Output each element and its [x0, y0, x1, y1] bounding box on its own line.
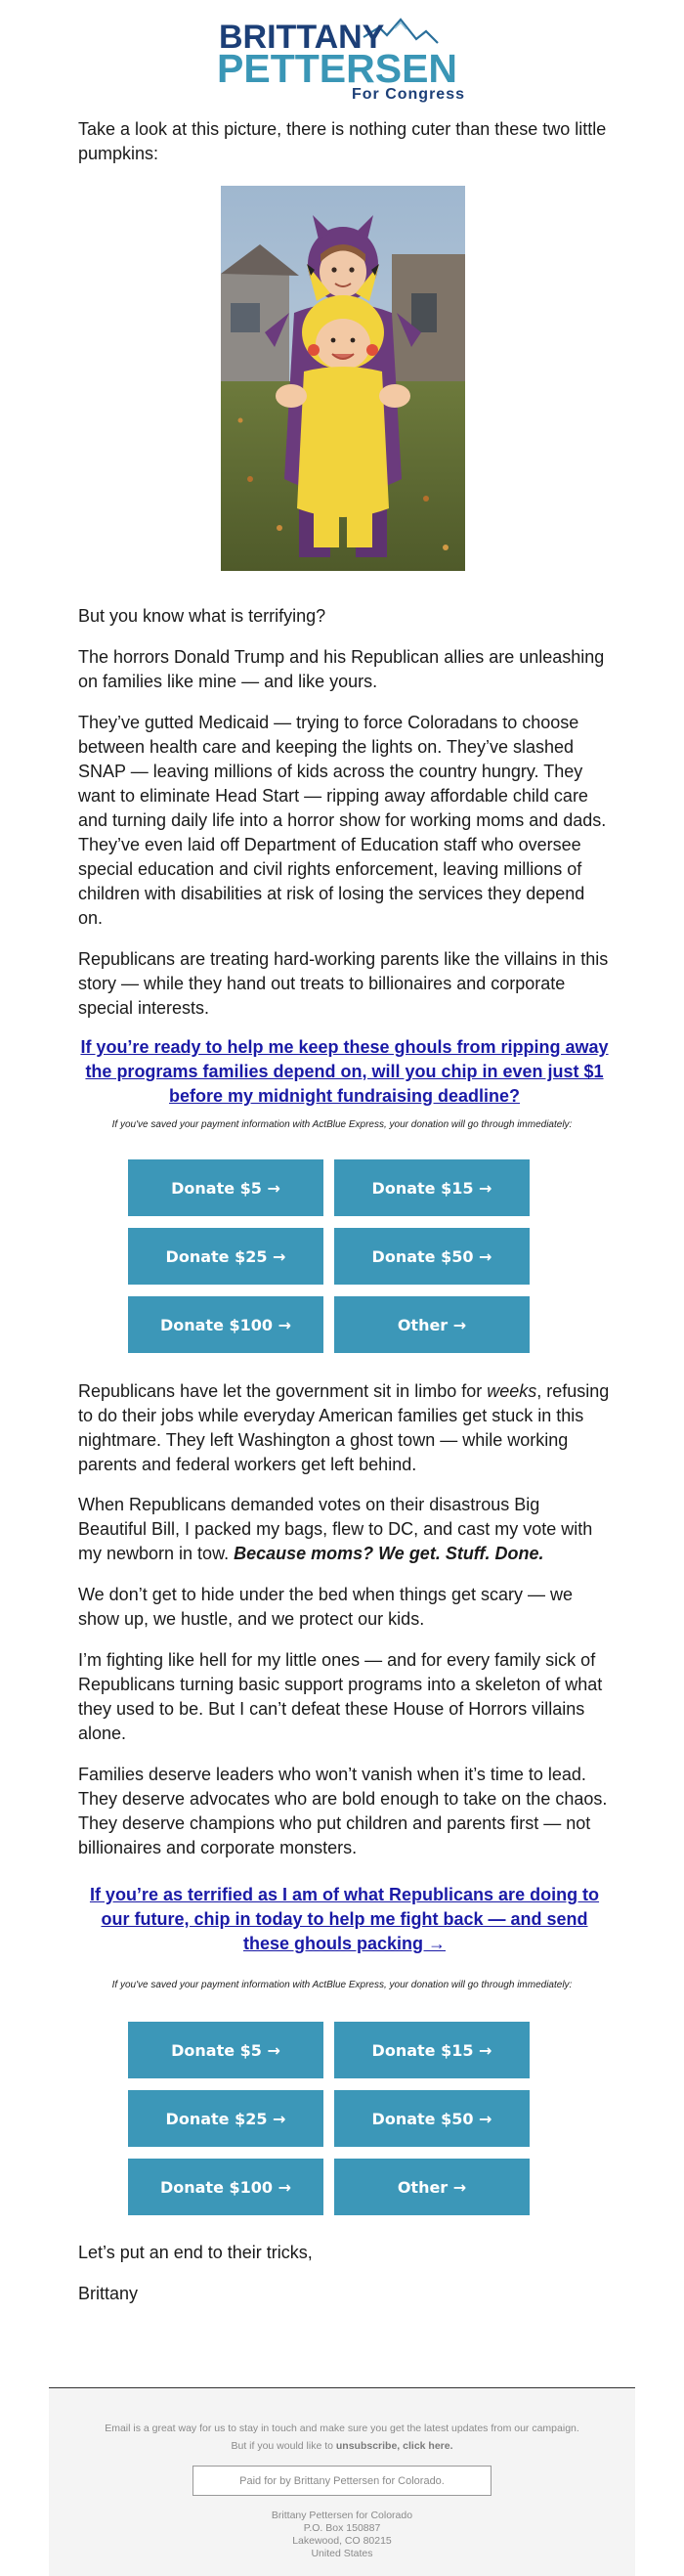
paragraph-terrifying: But you know what is terrifying? — [78, 606, 326, 626]
footer-info-text: Email is a great way for us to stay in touch and make sure you get the latest updates from our campaign. — [105, 2423, 579, 2434]
paid-for-disclaimer: Paid for by Brittany Pettersen for Colorado. — [192, 2466, 492, 2496]
email-footer — [49, 2387, 635, 2576]
donate-5-button[interactable]: Donate $5 → — [128, 1159, 323, 1216]
donate-25-button-2[interactable]: Donate $25 → — [128, 2090, 323, 2147]
donate-50-button[interactable]: Donate $50 → — [334, 1228, 530, 1285]
footer-unsubscribe-prefix: But if you would like to — [231, 2440, 336, 2452]
signature: Brittany — [78, 2284, 139, 2303]
limbo-emphasis: weeks — [487, 1381, 537, 1401]
actblue-note-1: If you've saved your payment information with ActBlue Express, your donation will go through immediately: — [111, 1119, 573, 1130]
limbo-text-pre: Republicans have let the government sit in limbo for — [78, 1381, 488, 1401]
paragraph-hide: We don’t get to hide under the bed when things get scary — we show up, we hustle, and we protect our kids. — [78, 1585, 573, 1629]
unsubscribe-link[interactable]: unsubscribe, click here. — [335, 2440, 453, 2452]
address-line-2: P.O. Box 150887 — [303, 2522, 381, 2534]
paragraph-limbo — [78, 1379, 611, 1477]
donate-15-button[interactable]: Donate $15 → — [334, 1159, 530, 1216]
donate-other-button[interactable]: Other → — [334, 1296, 530, 1353]
paragraph-villains: Republicans are treating hard-working parents like the villains in this story — while they hand out treats to billionaires and corporate special interests. — [78, 949, 609, 1018]
campaign-logo[interactable] — [0, 18, 684, 106]
address-line-4: United States — [311, 2548, 373, 2559]
donate-5-button-2[interactable]: Donate $5 → — [128, 2022, 323, 2078]
footer-address — [49, 2510, 635, 2560]
paragraph-big-bill — [78, 1493, 611, 1566]
logo-name-top: BRITTANY — [219, 19, 385, 56]
closing-line: Let’s put an end to their tricks, — [78, 2243, 313, 2262]
paragraph-medicaid: They’ve gutted Medicaid — trying to force Coloradans to choose between health care and keeping the lights on. They’ve slashed SNAP — leaving millions of kids across the country hungry. They want to eliminate Head Start — ripping away affordable child care and turning daily life into a horror show for working moms and dads. They’ve even laid off Department of Education staff who oversee special education and civil rights enforcement, leaving millions of children with disabilities at risk of losing the services they depend on. — [78, 713, 607, 928]
cta-link-2-block — [78, 1883, 611, 1956]
actblue-note-2: If you've saved your payment information with ActBlue Express, your donation will go through immediately: — [111, 1980, 573, 1990]
footer-unsubscribe-line — [49, 2439, 635, 2454]
donate-other-button-2[interactable]: Other → — [334, 2159, 530, 2215]
address-line-3: Lakewood, CO 80215 — [292, 2535, 392, 2547]
intro-text: Take a look at this picture, there is nothing cuter than these two little pumpkins: — [78, 119, 607, 163]
paragraph-families: Families deserve leaders who won’t vanish when it’s time to lead. They deserve advocates who are bold enough to take on the chaos. They deserve champions who put children and parents first — not billionaires and corporate monsters. — [78, 1765, 608, 1857]
cta-link-2[interactable]: If you’re as terrified as I am of what Republicans are doing to our future, chip in today to help me fight back — and send these ghouls packing → — [89, 1885, 600, 1953]
logo-graphic — [217, 18, 467, 104]
paragraph-horrors: The horrors Donald Trump and his Republican allies are unleashing on families like mine — and like yours. — [78, 647, 605, 691]
cta-link-1-block — [78, 1035, 611, 1109]
bill-text: When Republicans demanded votes on their disastrous Big Beautiful Bill, I packed my bags, flew to DC, and cast my vote with my newborn in tow. — [78, 1495, 593, 1563]
cta-link-1[interactable]: If you’re ready to help me keep these ghouls from ripping away the programs families depend on, will you chip in even just $1 before my midnight fundraising deadline? — [80, 1037, 609, 1106]
address-line-1: Brittany Pettersen for Colorado — [271, 2510, 413, 2521]
donate-100-button-2[interactable]: Donate $100 → — [128, 2159, 323, 2215]
logo-name-bottom: PETTERSEN — [217, 46, 458, 91]
kids-photo-graphic — [221, 186, 465, 571]
donate-50-button-2[interactable]: Donate $50 → — [334, 2090, 530, 2147]
paragraph-fighting: I’m fighting like hell for my little ones — and for every family sick of Republicans turning basic support programs into a skeleton of what they used to be. But I can’t defeat these House of Horrors villains alone. — [78, 1650, 603, 1743]
donate-100-button[interactable]: Donate $100 → — [128, 1296, 323, 1353]
logo-tagline: For Congress — [351, 86, 465, 103]
limbo-text-post: , refusing to do their jobs while everyday American families get stuck in this nightmare. They left Washington a ghost town — while working parents and federal workers get left behind. — [78, 1381, 610, 1474]
bill-emphasis: Because moms? We get. Stuff. Done. — [234, 1544, 544, 1563]
donate-15-button-2[interactable]: Donate $15 → — [334, 2022, 530, 2078]
donate-25-button[interactable]: Donate $25 → — [128, 1228, 323, 1285]
kids-photo — [221, 186, 465, 571]
